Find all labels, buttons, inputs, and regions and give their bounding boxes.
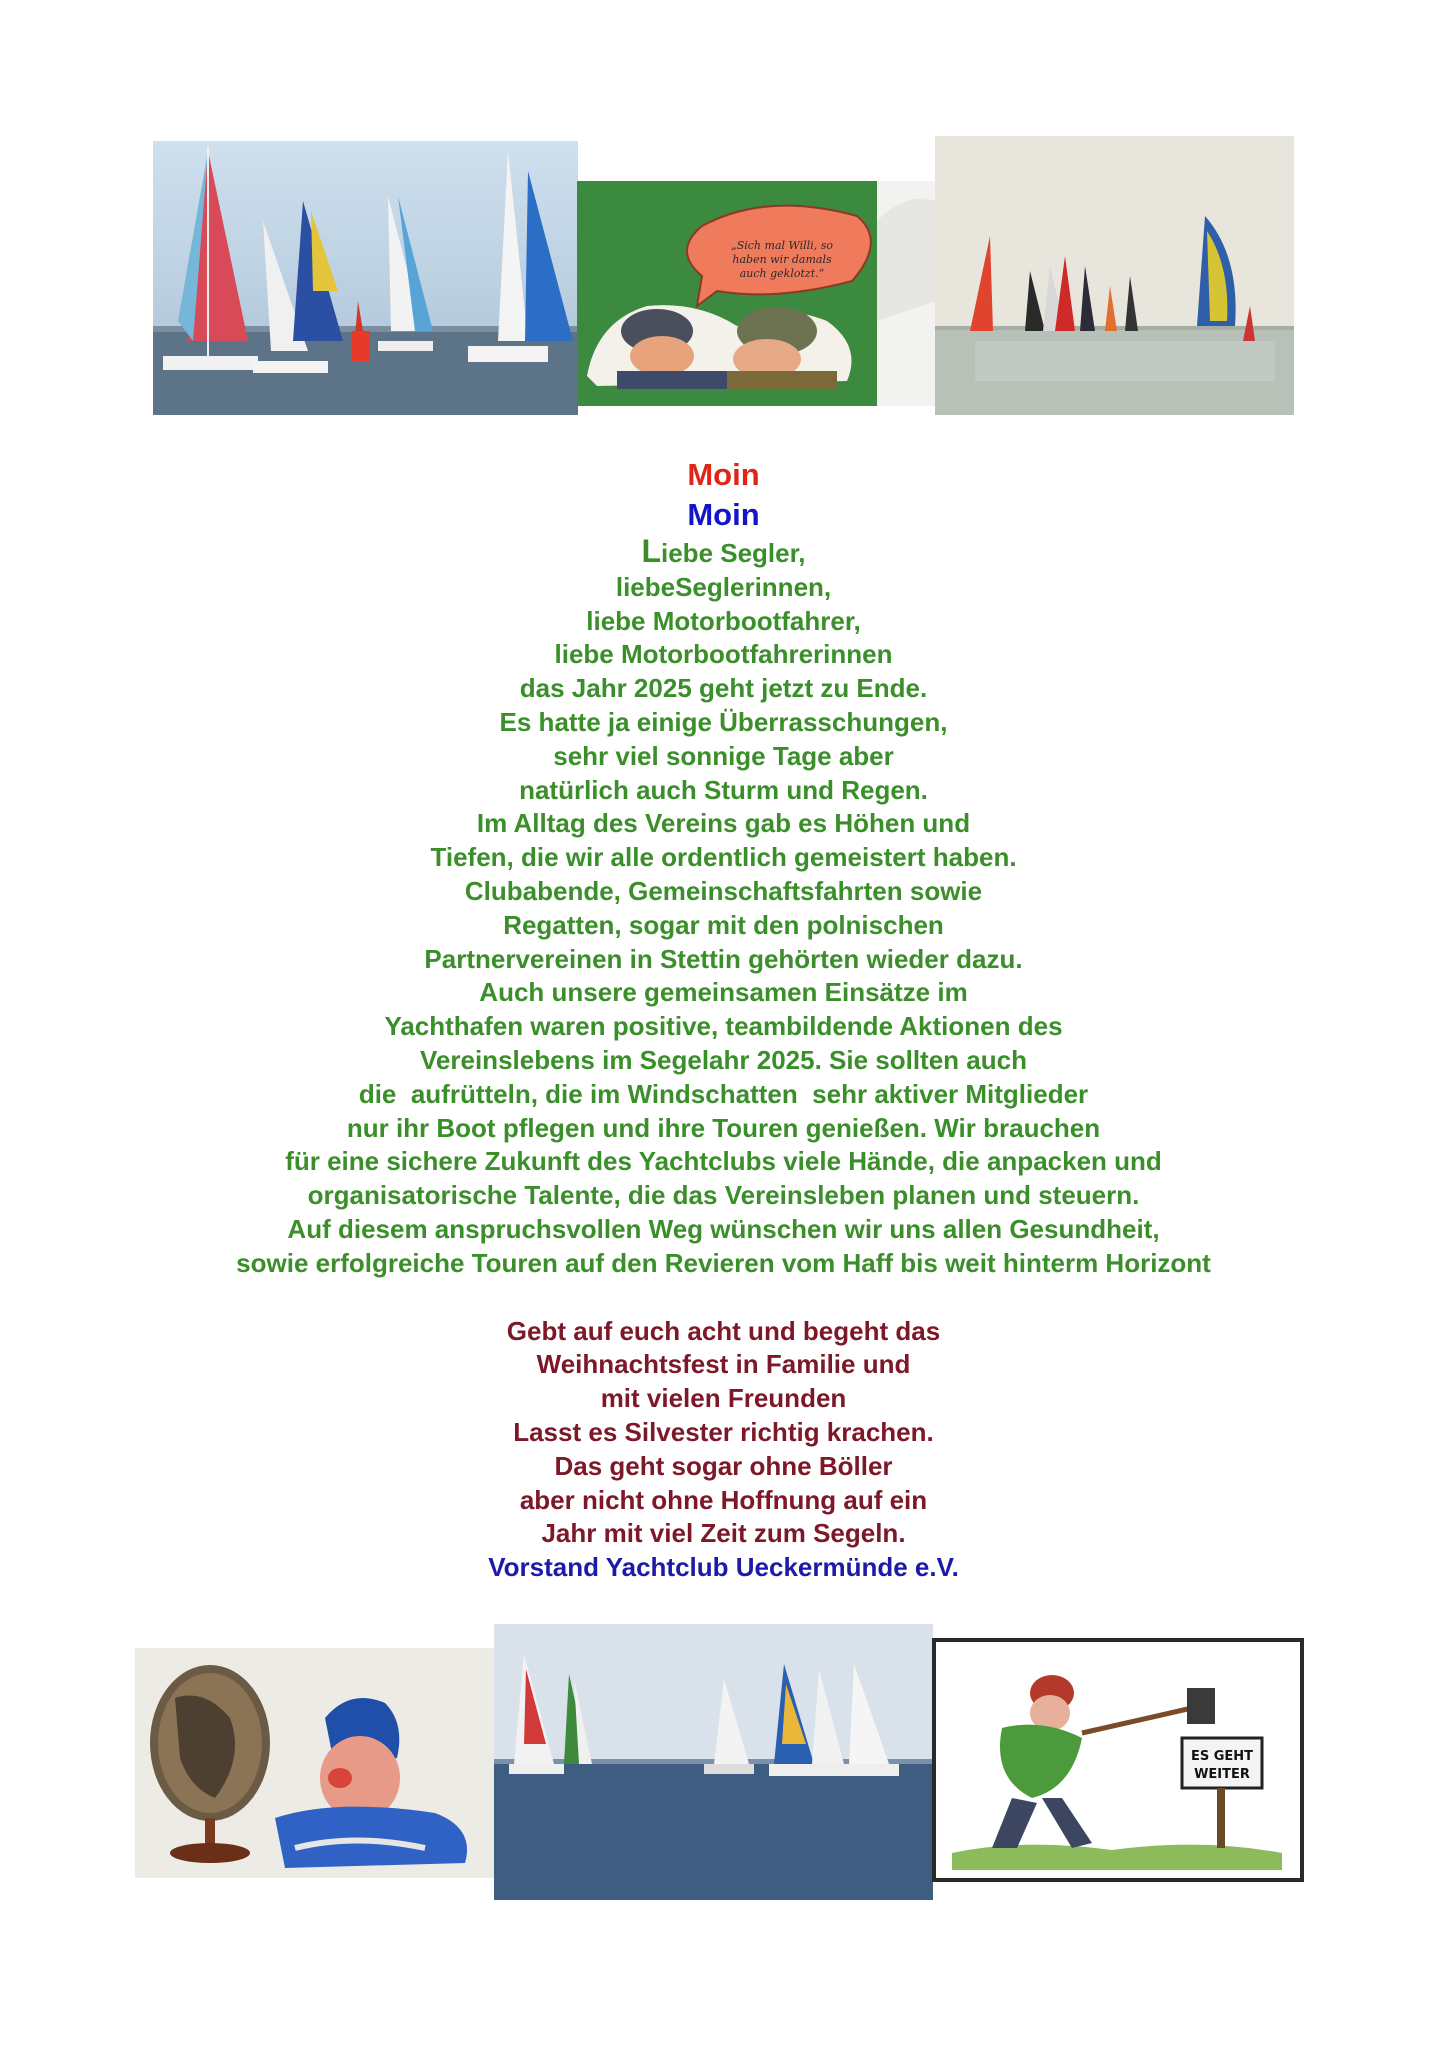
speech-bubble-line: „Sich mal Willi, so [731, 239, 833, 252]
letter-line: organisatorische Talente, die das Vereinsleben planen und steuern. [307, 1180, 1140, 1211]
letter-line: liebeSeglerinnen, [615, 571, 832, 602]
greeting-line: Moin [687, 457, 760, 492]
letter-line: Im Alltag des Vereins gab es Höhen und [476, 808, 971, 839]
letter-line: Auf diesem anspruchsvollen Weg wünschen wir uns allen Gesundheit, [287, 1213, 1160, 1244]
letter-line: das Jahr 2025 geht jetzt zu Ende. [519, 673, 928, 704]
wishes-line: Jahr mit viel Zeit zum Segeln. [541, 1518, 906, 1549]
wishes-line: Das geht sogar ohne Böller [554, 1450, 893, 1481]
letter-line: natürlich auch Sturm und Regen. [519, 774, 928, 805]
letter-line: sowie erfolgreiche Touren auf den Revieren vom Haff bis weit hinterm Horizont [236, 1247, 1211, 1278]
wishes-line: Gebt auf euch acht und begeht das [506, 1315, 941, 1346]
letter-line: Partnervereinen in Stettin gehörten wieder dazu. [424, 943, 1023, 974]
letter-line: Auch unsere gemeinsamen Einsätze im [479, 977, 968, 1008]
letter-line: Vereinslebens im Segelahr 2025. Sie sollten auch [420, 1044, 1027, 1075]
drop-capital: L [641, 533, 661, 569]
photo-regatta-colorful-sails [494, 1624, 933, 1900]
wishes-line: Weihnachtsfest in Familie und [536, 1349, 911, 1380]
photo-cartoon-es-geht-weiter [932, 1638, 1304, 1882]
letter-line: Tiefen, die wir alle ordentlich gemeistert haben. [430, 842, 1017, 873]
paragraph-gap [0, 1281, 1447, 1315]
wishes-line: aber nicht ohne Hoffnung auf ein [519, 1484, 928, 1515]
letter-block [0, 455, 1447, 1585]
letter-line: die aufrütteln, die im Windschatten sehr aktiver Mitglieder [358, 1078, 1089, 1109]
letter-line: sehr viel sonnige Tage aber [553, 740, 894, 771]
photo-cartoon-old-sailors [577, 181, 936, 406]
signature: Vorstand Yachtclub Ueckermünde e.V. [488, 1552, 959, 1583]
sign-line: ES GEHT [1190, 1749, 1254, 1764]
salutation-rest: iebe Segler, [661, 538, 806, 568]
photo-cartoon-globe-dreamer [135, 1648, 495, 1878]
salutation [0, 535, 1447, 571]
letter-line: Yachthafen waren positive, teambildende Aktionen des [384, 1011, 1063, 1042]
greeting-line: Moin [687, 497, 760, 532]
letter-line: Es hatte ja einige Überrasschungen, [499, 706, 948, 737]
letter-line: liebe Motorbootfahrerinnen [554, 639, 893, 670]
letter-line: Regatten, sogar mit den polnischen [503, 909, 944, 940]
letter-line: Clubabende, Gemeinschaftsfahrten sowie [464, 875, 983, 906]
letter-line: für eine sichere Zukunft des Yachtclubs viele Hände, die anpacken und [285, 1146, 1162, 1177]
wishes-line: Lasst es Silvester richtig krachen. [513, 1416, 934, 1447]
photo-regatta-spinnakers [153, 141, 578, 415]
speech-bubble-line: haben wir damals [732, 253, 832, 266]
letter-line: liebe Motorbootfahrer, [586, 605, 861, 636]
speech-bubble-line: auch geklotzt.“ [739, 267, 825, 280]
photo-regatta-fleet-calm [935, 136, 1294, 415]
letter-line: nur ihr Boot pflegen und ihre Touren genießen. Wir brauchen [346, 1112, 1101, 1143]
sign-line: WEITER [1194, 1767, 1250, 1782]
wishes-line: mit vielen Freunden [600, 1383, 847, 1414]
